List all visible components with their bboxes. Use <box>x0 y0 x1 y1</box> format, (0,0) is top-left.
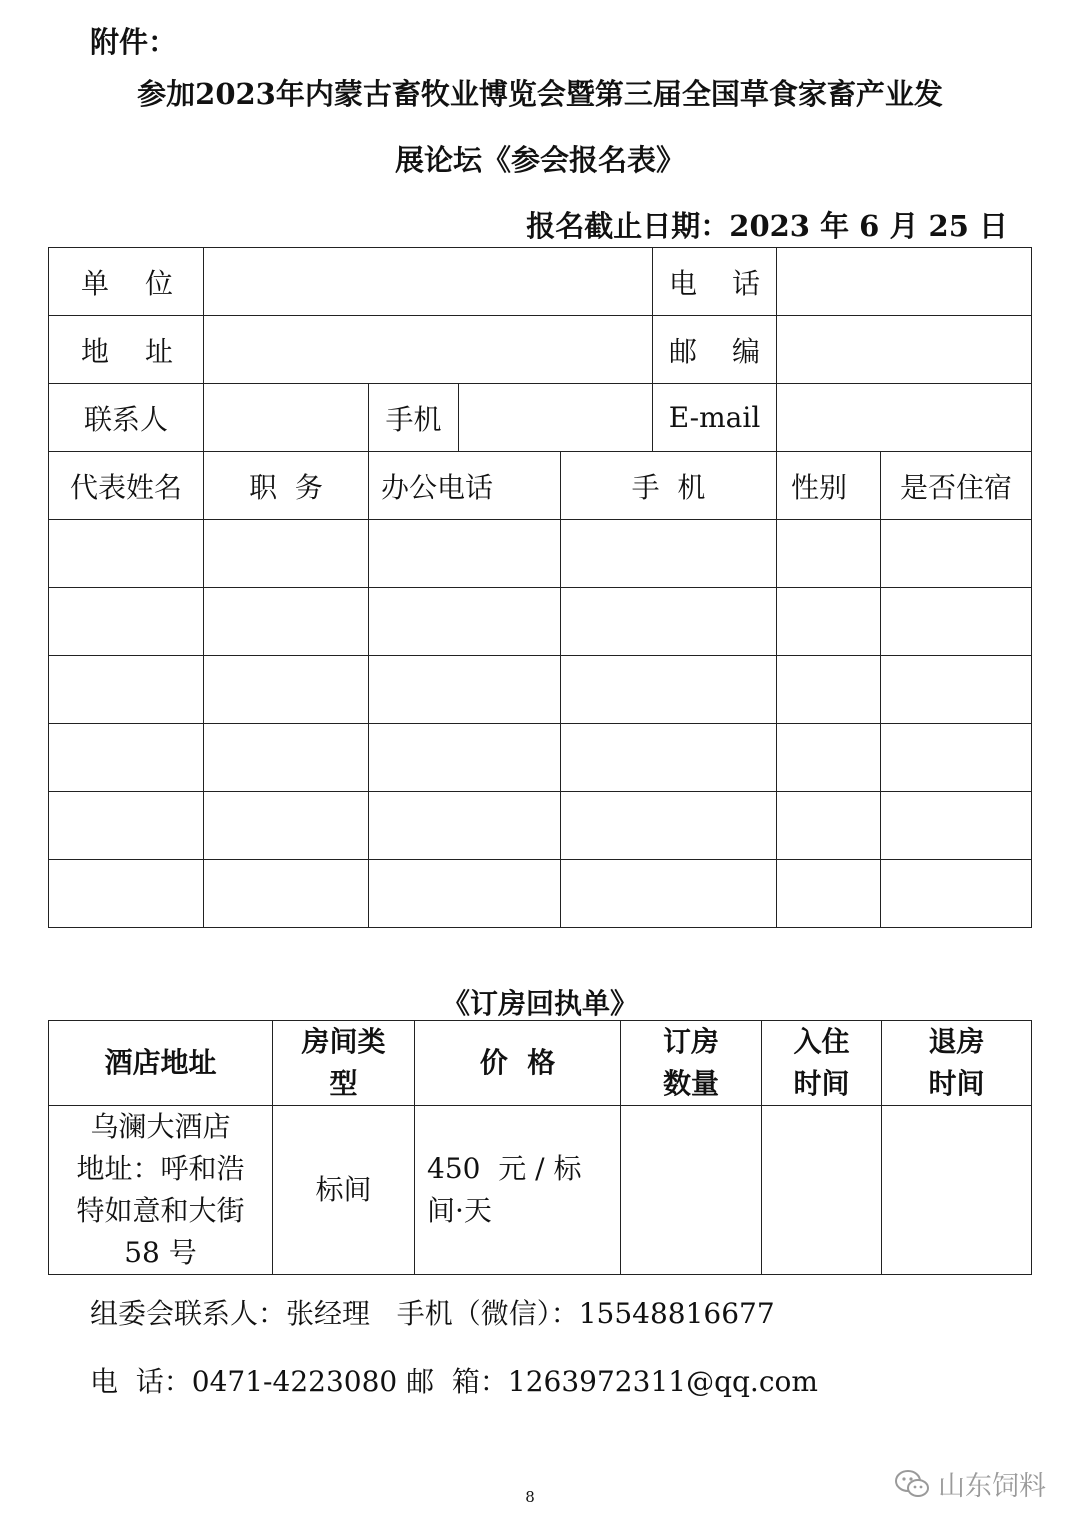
postcode-field[interactable] <box>777 316 1032 384</box>
position-cell[interactable] <box>204 656 369 724</box>
office-phone-cell[interactable] <box>369 860 561 928</box>
table-row <box>49 792 1032 860</box>
delegate-name-cell[interactable] <box>49 860 204 928</box>
position-cell[interactable] <box>204 860 369 928</box>
watermark <box>894 1464 1046 1503</box>
page-number: 8 <box>525 1488 535 1506</box>
mobile-field[interactable] <box>459 384 653 452</box>
office-phone-cell[interactable] <box>369 792 561 860</box>
mobile-cell[interactable] <box>561 656 777 724</box>
checkout-cell[interactable] <box>882 1106 1032 1275</box>
gender-cell[interactable] <box>777 520 881 588</box>
header-delegate-name: 代表姓名 <box>49 452 204 520</box>
organizer-phone-email: 电 话：0471-4223080 邮 箱：1263972311@qq.com <box>90 1365 818 1398</box>
mobile-cell[interactable] <box>561 792 777 860</box>
header-price: 价 格 <box>415 1021 621 1106</box>
position-cell[interactable] <box>204 588 369 656</box>
header-room-count: 订房 数量 <box>621 1021 762 1106</box>
label-email: E-mail <box>653 384 777 452</box>
delegate-name-cell[interactable] <box>49 724 204 792</box>
hotel-address-cell: 乌澜大酒店 地址：呼和浩 特如意和大街 58 号 <box>49 1106 273 1275</box>
header-mobile: 手 机 <box>561 452 777 520</box>
gender-cell[interactable] <box>777 792 881 860</box>
header-checkin: 入住 时间 <box>762 1021 882 1106</box>
delegate-name-cell[interactable] <box>49 588 204 656</box>
contact-field[interactable] <box>204 384 369 452</box>
checkin-cell[interactable] <box>762 1106 882 1275</box>
registration-table <box>48 247 1032 928</box>
title-line-1: 参加2023年内蒙古畜牧业博览会暨第三届全国草食家畜产业发 <box>137 77 943 111</box>
mobile-cell[interactable] <box>561 520 777 588</box>
email-field[interactable] <box>777 384 1032 452</box>
gender-cell[interactable] <box>777 860 881 928</box>
table-row <box>49 860 1032 928</box>
header-office-phone: 办公电话 <box>369 452 561 520</box>
office-phone-cell[interactable] <box>369 656 561 724</box>
unit-field[interactable] <box>204 248 653 316</box>
label-phone: 电话 <box>669 266 760 300</box>
accommodation-cell[interactable] <box>881 520 1032 588</box>
table-row <box>49 520 1032 588</box>
delegate-name-cell[interactable] <box>49 792 204 860</box>
position-cell[interactable] <box>204 724 369 792</box>
table-row <box>49 724 1032 792</box>
organizer-contact: 组委会联系人：张经理 手机（微信）：15548816677 <box>90 1297 775 1330</box>
address-field[interactable] <box>204 316 653 384</box>
room-type-cell: 标间 <box>273 1106 415 1275</box>
price-cell: 450 元 / 标 间·天 <box>415 1106 621 1275</box>
position-cell[interactable] <box>204 792 369 860</box>
delegate-name-cell[interactable] <box>49 520 204 588</box>
header-checkout: 退房 时间 <box>882 1021 1032 1106</box>
label-postcode: 邮编 <box>669 334 760 368</box>
label-unit: 单位 <box>81 266 173 300</box>
delegate-name-cell[interactable] <box>49 656 204 724</box>
label-contact: 联系人 <box>49 384 204 452</box>
table-row <box>49 588 1032 656</box>
title-line-2: 展论坛《参会报名表》 <box>394 143 685 177</box>
mobile-cell[interactable] <box>561 860 777 928</box>
office-phone-cell[interactable] <box>369 520 561 588</box>
accommodation-cell[interactable] <box>881 792 1032 860</box>
booking-title: 《订房回执单》 <box>441 987 638 1020</box>
booking-table <box>48 1020 1032 1275</box>
position-cell[interactable] <box>204 520 369 588</box>
header-gender: 性别 <box>777 452 881 520</box>
phone-field[interactable] <box>777 248 1032 316</box>
accommodation-cell[interactable] <box>881 724 1032 792</box>
gender-cell[interactable] <box>777 724 881 792</box>
header-position: 职 务 <box>204 452 369 520</box>
attachment-label: 附件： <box>90 25 178 59</box>
mobile-cell[interactable] <box>561 724 777 792</box>
table-row <box>49 656 1032 724</box>
accommodation-cell[interactable] <box>881 656 1032 724</box>
header-room-type: 房间类 型 <box>273 1021 415 1106</box>
office-phone-cell[interactable] <box>369 588 561 656</box>
gender-cell[interactable] <box>777 588 881 656</box>
gender-cell[interactable] <box>777 656 881 724</box>
header-hotel-address: 酒店地址 <box>49 1021 273 1106</box>
label-mobile: 手机 <box>369 384 459 452</box>
header-accommodation: 是否住宿 <box>881 452 1032 520</box>
accommodation-cell[interactable] <box>881 860 1032 928</box>
label-address: 地址 <box>81 334 173 368</box>
accommodation-cell[interactable] <box>881 588 1032 656</box>
wechat-icon <box>894 1469 930 1499</box>
room-count-cell[interactable] <box>621 1106 762 1275</box>
mobile-cell[interactable] <box>561 588 777 656</box>
office-phone-cell[interactable] <box>369 724 561 792</box>
watermark-text: 山东饲料 <box>938 1471 1046 1502</box>
deadline: 报名截止日期：2023 年 6 月 25 日 <box>526 209 1008 243</box>
